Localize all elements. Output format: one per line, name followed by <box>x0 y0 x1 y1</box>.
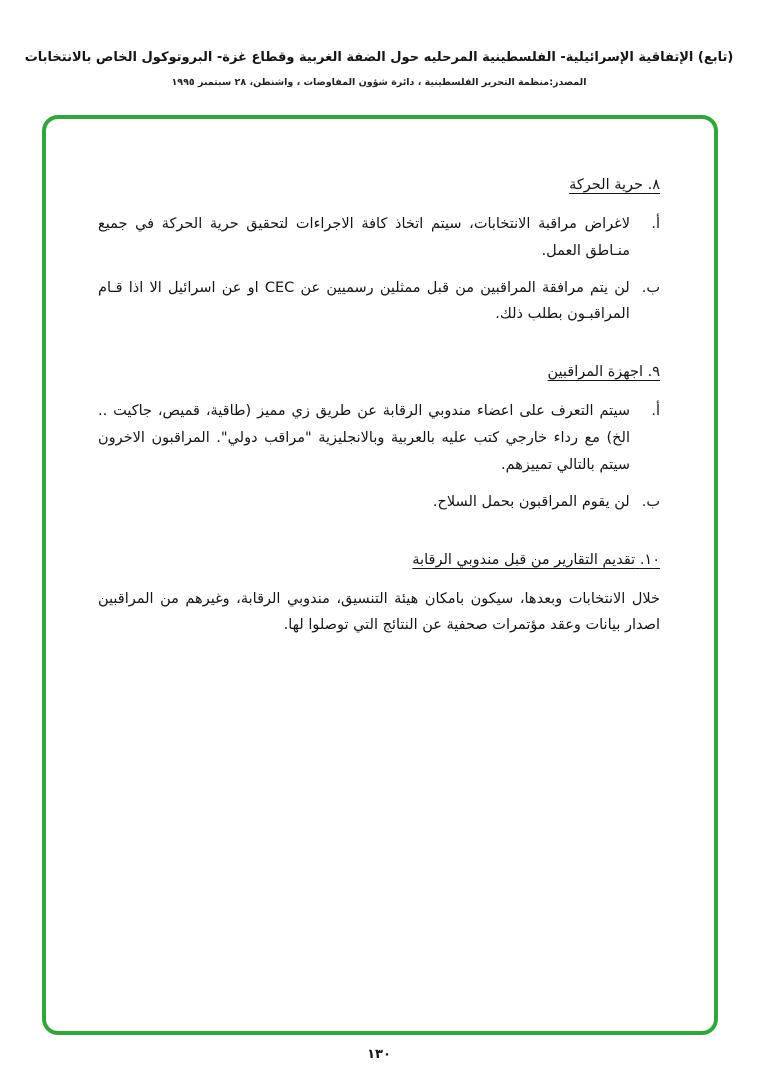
section-freedom-of-movement <box>98 177 660 328</box>
list-item <box>98 275 660 329</box>
content-frame <box>42 115 718 1035</box>
item-text: لن يقوم المراقبون بحمل السلاح. <box>432 493 630 510</box>
item-text: سيتم التعرف على اعضاء مندوبي الرقابة عن طريق زي مميز (طاقية، قميص، جاكيت .. الخ) مع رداء خارجي كتب عليه بالعربية وبالانجليزية "مراقب دولي". المراقبون الاخرون سيتم بالتالي تمييزهم. <box>98 403 630 473</box>
section-reporting <box>98 552 660 640</box>
section-heading-underline <box>569 177 660 193</box>
list-item <box>98 489 660 516</box>
section-title: تقديم التقارير من قبل مندوبي الرقابة <box>412 551 636 568</box>
item-text: لاغراض مراقبة الانتخابات، سيتم اتخاذ كافة الاجراءات لتحقيق حرية الحركة في جميع منـاطق العمل. <box>98 216 630 259</box>
section-number: ١٠. <box>639 551 660 568</box>
section-heading <box>98 552 660 568</box>
item-marker: أ. <box>651 403 660 420</box>
section-heading <box>98 364 660 380</box>
item-marker: ب. <box>641 493 660 510</box>
section-heading-underline <box>548 364 660 380</box>
document-source-line: المصدر:منظمة التحرير الفلسطينية ، دائرة شؤون المفاوضات ، واشنطن، ٢٨ سبتمبر ١٩٩٥ <box>171 76 587 88</box>
section-heading <box>98 177 660 193</box>
item-text: لن يتم مرافقة المراقبين من قبل ممثلين رسميين عن CEC او عن اسرائيل الا اذا قـام المراقبـون بطلب ذلك. <box>98 279 630 323</box>
section-observer-equipment <box>98 364 660 515</box>
item-marker: أ. <box>651 216 660 232</box>
document-header <box>20 48 738 88</box>
section-number: ٨. <box>647 177 660 193</box>
item-marker: ب. <box>641 279 660 296</box>
section-heading-underline <box>412 552 660 568</box>
section-paragraph: خلال الانتخابات وبعدها، سيكون بامكان هيئة التنسيق، مندوبي الرقابة، وغيرهم من المراقبين اصدار بيانات وعقد مؤتمرات صحفية عن النتائج التي توصلوا لها. <box>98 590 660 634</box>
section-number: ٩. <box>647 364 660 381</box>
list-item <box>98 211 660 265</box>
document-title: (تابع) الإتفاقية الإسرائيلية- الفلسطينية المرحليه حول الضفة الغربية وقطاع غزة- البروتوكول الخاص بالانتخابات <box>24 50 734 65</box>
page-number: ١٣٠ <box>367 1047 391 1062</box>
section-title: حرية الحركة <box>569 177 643 193</box>
section-title: اجهزة المراقبين <box>547 364 643 381</box>
list-item <box>98 398 660 478</box>
